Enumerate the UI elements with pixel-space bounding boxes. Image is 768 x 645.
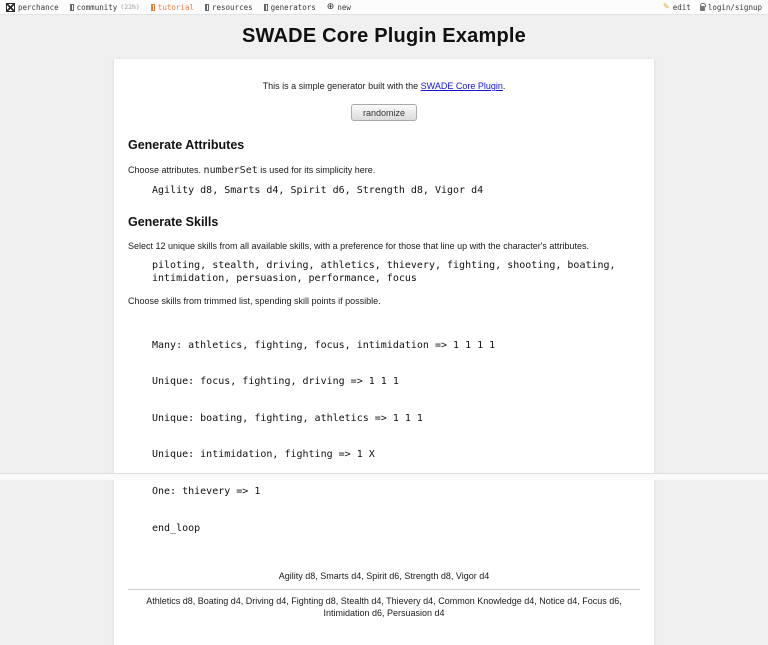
- nav-item-label: community: [76, 2, 118, 12]
- book-icon: [205, 4, 209, 11]
- edit-label: edit: [672, 2, 691, 12]
- page-title: SWADE Core Plugin Example: [242, 25, 526, 47]
- nav-item-generators[interactable]: [264, 3, 316, 12]
- nav-item-label: generators: [270, 2, 316, 12]
- spend-log-line: end_loop: [152, 522, 201, 534]
- book-icon: [70, 4, 74, 11]
- brand-home-link[interactable]: [6, 3, 59, 12]
- intro-text: [128, 81, 640, 92]
- lock-icon: [700, 6, 705, 11]
- page-bottom-strip: [0, 473, 768, 480]
- randomize-button-row: [128, 104, 640, 121]
- attributes-description: [128, 165, 640, 178]
- nav-item-tutorial[interactable]: [151, 3, 194, 12]
- intro-text-before: This is a simple generator built with the: [262, 81, 421, 91]
- book-icon: [151, 4, 155, 11]
- numberset-inline-code: numberSet: [203, 164, 258, 176]
- spend-log-line: Unique: boating, fighting, athletics => 1 1 1: [152, 412, 423, 424]
- attributes-desc-after: is used for its simplicity here.: [257, 164, 376, 175]
- nav-item-community[interactable]: [70, 3, 140, 12]
- skills-select-description: Select 12 unique skills from all available skills, with a preference for those that line up with the character's attributes.: [128, 241, 589, 252]
- skills-output-line: Athletics d8, Boating d4, Driving d4, Fighting d8, Stealth d4, Thievery d4, Common Knowledge d4, Notice d4, Focus d6, Intimidation d6, Persuasion d4: [146, 596, 622, 618]
- swade-core-plugin-link[interactable]: SWADE Core Plugin: [420, 81, 503, 91]
- navbar-left: [6, 3, 663, 12]
- spend-log-line: Unique: intimidation, fighting => 1 X: [152, 449, 375, 461]
- spend-log-line: One: thievery => 1: [152, 485, 261, 497]
- navbar-right: [663, 3, 762, 12]
- attributes-result-codeblock: Agility d8, Smarts d4, Spirit d6, Strength d8, Vigor d4: [152, 185, 484, 197]
- spend-log-line: Unique: focus, fighting, driving => 1 1 1: [152, 376, 399, 388]
- community-time-badge: (22h): [120, 3, 140, 11]
- nav-item-label: tutorial: [157, 2, 194, 12]
- output-divider: [128, 589, 640, 590]
- generate-skills-heading: Generate Skills: [128, 214, 219, 229]
- spend-log-line: Many: athletics, fighting, focus, intimidation => 1 1 1 1: [152, 339, 496, 351]
- login-signup-link[interactable]: [700, 3, 762, 12]
- perchance-logo-icon: [6, 3, 15, 12]
- plus-circle-icon: ⊕: [326, 1, 335, 12]
- book-icon: [264, 4, 268, 11]
- top-navbar: [0, 0, 768, 15]
- nav-item-label: resources: [211, 2, 253, 12]
- generator-card: [114, 59, 654, 645]
- skills-pool-codeblock: piloting, stealth, driving, athletics, thievery, fighting, shooting, boating, intimidation, persuasion, performance, focus: [152, 260, 622, 284]
- skill-spend-log-codeblock: [152, 315, 640, 559]
- login-signup-label: login/signup: [707, 2, 762, 12]
- nav-item-resources[interactable]: [205, 3, 253, 12]
- attributes-output-line: Agility d8, Smarts d4, Spirit d6, Strength d8, Vigor d4: [278, 571, 490, 582]
- edit-link[interactable]: [663, 3, 691, 12]
- nav-item-new[interactable]: [327, 3, 351, 12]
- randomize-button[interactable]: randomize: [351, 104, 417, 121]
- attributes-desc-before: Choose attributes.: [128, 164, 204, 175]
- generate-attributes-heading: Generate Attributes: [128, 138, 245, 153]
- pencil-icon: ✎: [663, 2, 670, 11]
- skills-choose-description: Choose skills from trimmed list, spending skill points if possible.: [128, 295, 381, 306]
- brand-label: perchance: [18, 2, 59, 12]
- intro-text-after: .: [502, 81, 506, 91]
- nav-item-label: new: [337, 2, 351, 12]
